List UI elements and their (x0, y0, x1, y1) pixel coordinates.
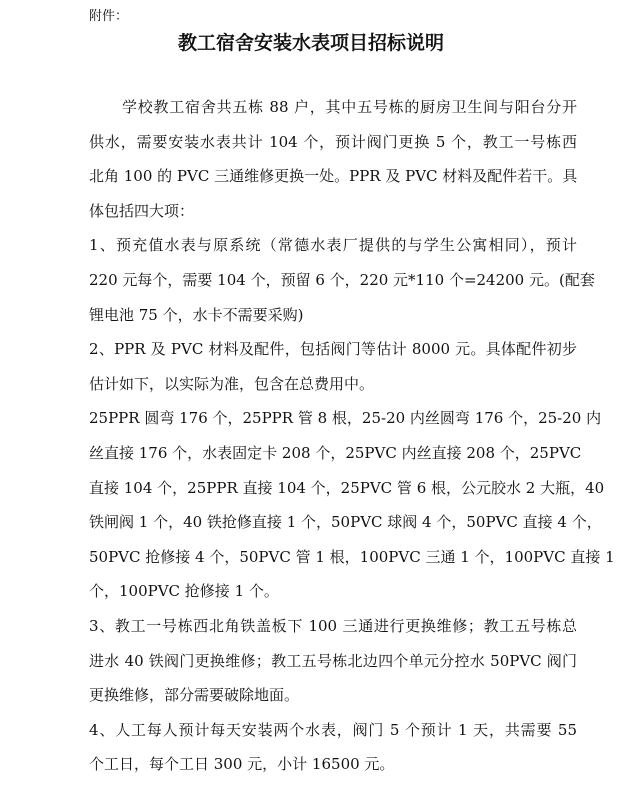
item-1-line: 1、预充值水表与原系统（常德水表厂提供的与学生公寓相同），预计 (89, 236, 577, 255)
item-2-line: 2、PPR 及 PVC 材料及配件，包括阀门等估计 8000 元。具体配件初步 (89, 340, 577, 359)
parts-list-line: 直接 104 个，25PPR 直接 104 个，25PVC 管 6 根，公元胶水 2 大瓶，40 (89, 478, 605, 497)
parts-list-line: 丝直接 176 个，水表固定卡 208 个，25PVC 内丝直接 208 个，25PVC (89, 443, 582, 462)
document-body (89, 94, 615, 786)
item-4-line: 个工日，每个工日 300 元，小计 16500 元。 (89, 755, 395, 774)
item-4-line: 4、人工每人预计每天安装两个水表，阀门 5 个预计 1 天，共需要 55 (89, 720, 577, 739)
item-2-line: 估计如下，以实际为准，包含在总费用中。 (89, 374, 375, 393)
parts-list-line: 铁闸阀 1 个，40 铁抢修直接 1 个，50PVC 球阀 4 个，50PVC 直接 4 个， (89, 513, 602, 532)
item-1-line: 锂电池 75 个，水卡不需要采购) (89, 305, 304, 324)
attachment-label: 附件： (89, 9, 129, 24)
document-title: 教工宿舍安装水表项目招标说明 (177, 32, 444, 54)
item-3-line: 更换维修，部分需要破除地面。 (89, 686, 300, 705)
paragraph-line: 北角 100 的 PVC 三通维修更换一处。PPR 及 PVC 材料及配件若干。具 (89, 167, 578, 186)
parts-list-line: 50PVC 抢修接 4 个，50PVC 管 1 根，100PVC 三通 1 个，100PVC 直接 1 (89, 547, 615, 566)
parts-list-line: 25PPR 圆弯 176 个，25PPR 管 8 根，25-20 内丝圆弯 176 个，25-20 内 (89, 409, 602, 428)
parts-list-line: 个，100PVC 抢修接 1 个。 (89, 582, 279, 601)
item-3-line: 进水 40 铁阀门更换维修；教工五号栋北边四个单元分控水 50PVC 阀门 (89, 651, 577, 670)
item-1-line: 220 元每个，需要 104 个，预留 6 个，220 元*110 个=24200 元。(配套 (89, 270, 595, 289)
paragraph-line: 学校教工宿舍共五栋 88 户，其中五号栋的厨房卫生间与阳台分开 (122, 98, 577, 116)
paragraph-line: 供水，需要安装水表共计 104 个，预计阀门更换 5 个，教工一号栋西 (89, 132, 577, 151)
item-3-line: 3、教工一号栋西北角铁盖板下 100 三通进行更换维修；教工五号栋总 (89, 616, 577, 635)
paragraph-line: 体包括四大项： (89, 201, 195, 220)
